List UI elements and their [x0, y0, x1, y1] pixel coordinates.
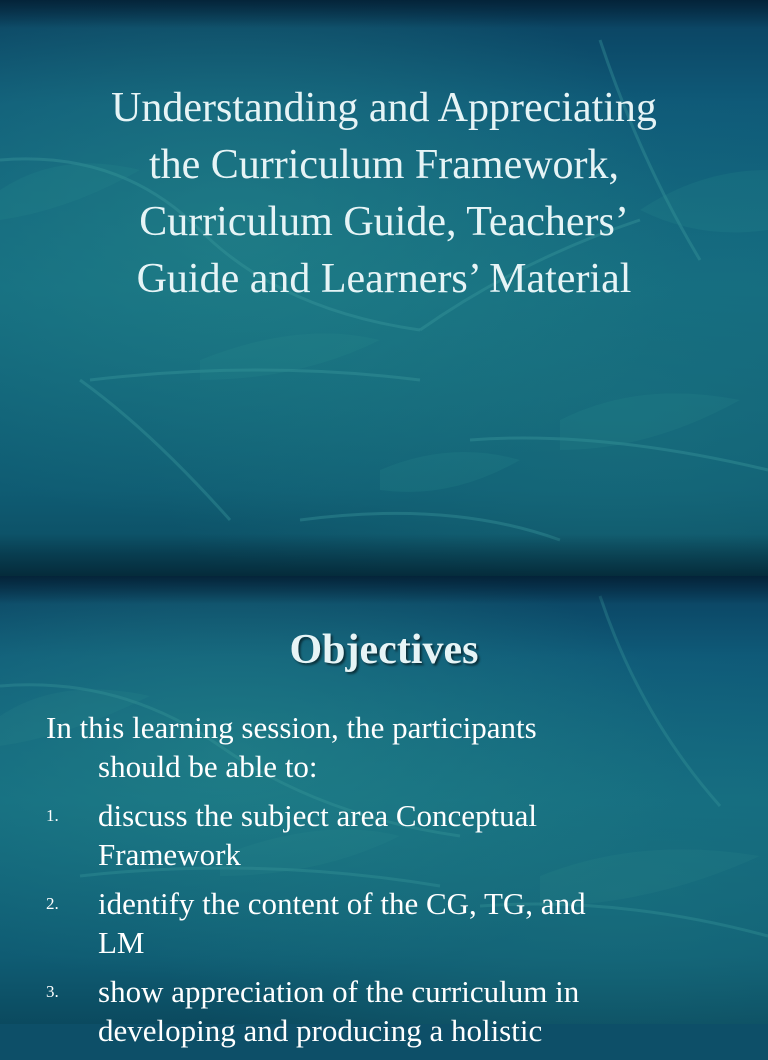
objective-item: [46, 796, 738, 874]
objectives-list: [46, 796, 738, 1050]
objective-line: LM: [98, 925, 145, 960]
intro-line: should be able to:: [98, 749, 318, 784]
objective-number: 2.: [46, 894, 59, 913]
slide-title: Objectives: [289, 627, 479, 673]
objectives-body: [46, 708, 738, 1060]
title-line: Guide and Learners’ Material: [136, 256, 632, 302]
slide-top-shade: [0, 0, 768, 28]
title-line: the Curriculum Framework,: [148, 142, 620, 188]
intro-line: In this learning session, the participants: [46, 710, 537, 745]
objective-line: developing and producing a holistic: [98, 1013, 543, 1048]
slide-bottom-shade: [0, 534, 768, 576]
title-line: Understanding and Appreciating: [111, 85, 657, 131]
objective-line: discuss the subject area Conceptual: [98, 798, 538, 833]
slide-title: [40, 80, 728, 308]
intro-paragraph: [46, 708, 738, 786]
objective-line: Framework: [98, 837, 241, 872]
objective-number: 3.: [46, 982, 59, 1001]
objective-item: [46, 884, 738, 962]
title-line: Curriculum Guide, Teachers’: [139, 199, 629, 245]
objective-number: 1.: [46, 806, 59, 825]
objective-item: [46, 972, 738, 1050]
objective-line: show appreciation of the curriculum in: [98, 974, 580, 1009]
slide-top-shade: [0, 576, 768, 604]
slide-2: [0, 576, 768, 1048]
objective-line: identify the content of the CG, TG, and: [98, 886, 586, 921]
